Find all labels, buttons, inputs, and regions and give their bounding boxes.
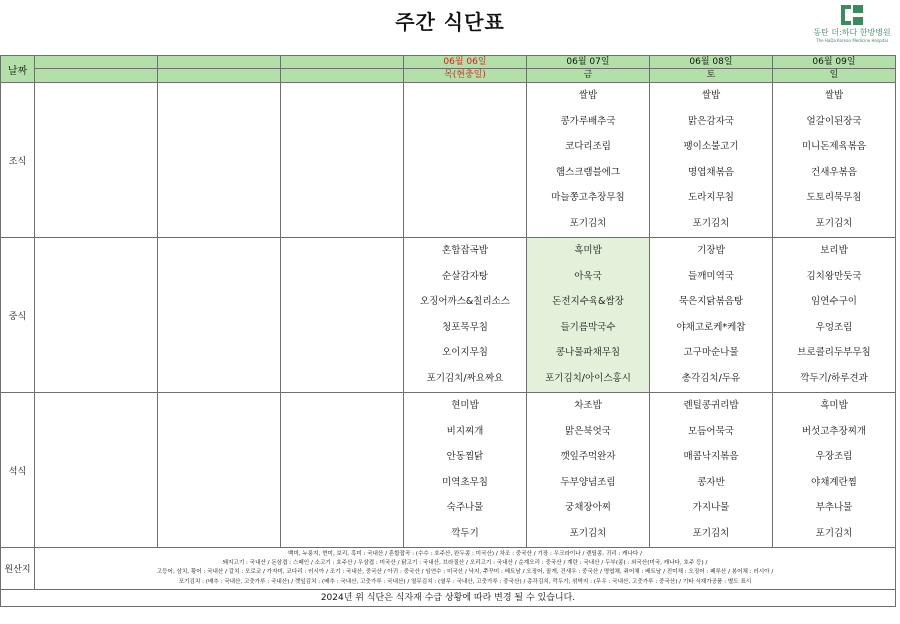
menu-item: 보리밥 bbox=[820, 245, 848, 256]
menu-cell bbox=[404, 83, 527, 238]
menu-item: 들기름막국수 bbox=[560, 321, 616, 333]
weekday: 금 bbox=[583, 70, 593, 80]
menu-cell bbox=[158, 393, 281, 548]
menu-item: 맑은감자국 bbox=[688, 115, 734, 127]
menu-item: 우엉조림 bbox=[815, 321, 853, 333]
menu-item: 버섯고추장찌개 bbox=[801, 425, 867, 437]
meal-label: 석식 bbox=[1, 393, 35, 548]
menu-item: 혼합잡곡밥 bbox=[442, 245, 488, 256]
menu-item: 포기김치 bbox=[692, 217, 730, 229]
menu-item: 깍두기/하루견과 bbox=[800, 372, 868, 384]
date: 06월 06일 bbox=[404, 56, 526, 69]
hospital-logo-icon bbox=[839, 4, 865, 26]
menu-item: 기장밥 bbox=[697, 245, 725, 256]
page-title: 주간 식단표 bbox=[395, 10, 505, 34]
menu-cell-highlighted bbox=[527, 238, 650, 393]
menu-item: 숙주나물 bbox=[446, 502, 484, 514]
date-column-header bbox=[35, 56, 158, 83]
meal-label: 중식 bbox=[1, 238, 35, 393]
date-column-header bbox=[527, 56, 650, 83]
menu-item: 야채계란찜 bbox=[811, 476, 857, 488]
menu-cell bbox=[281, 393, 404, 548]
weekday: 목(현충일) bbox=[444, 70, 486, 80]
menu-item: 안동찜닭 bbox=[446, 451, 484, 463]
menu-item: 깻잎주먹완자 bbox=[560, 451, 616, 463]
menu-item: 궁채장아찌 bbox=[565, 502, 611, 514]
date-label: 날짜 bbox=[1, 56, 35, 83]
date-column-header bbox=[650, 56, 773, 83]
origin-line: 고등어, 삼치, 황어 : 국내산 / 갈치 : 모로코 / 가자미, 코다리 : 러시아 / 조기 : 국내산, 중국산 / 아귀 : 중국산 / 임연수 : 미국산 / 낙지, 쭈꾸미 : 베트남 / 오징어, 꼴게, 건새우 : 중국산 / 명엽채, 쥐어채 : 베트남 / 진미채 : 오징어 : 페루산 / 봉어채 : 러시아 / bbox=[156, 569, 774, 576]
menu-cell bbox=[404, 238, 527, 393]
logo-subtitle: The HaDa Korean Medicine Hospital bbox=[816, 38, 888, 43]
menu-item: 포기김치 bbox=[569, 527, 607, 539]
menu-item: 야채고로케*케찹 bbox=[676, 321, 746, 333]
date-column-header bbox=[773, 56, 896, 83]
menu-item: 포기김치 bbox=[815, 527, 853, 539]
date-column-header bbox=[281, 56, 404, 83]
menu-item: 총각김치/두유 bbox=[681, 372, 741, 384]
menu-item: 콩자반 bbox=[697, 476, 725, 488]
menu-item: 포기김치/아이스홍시 bbox=[545, 372, 631, 384]
menu-item: 쌀밥 bbox=[578, 90, 598, 101]
date bbox=[281, 56, 403, 69]
menu-item: 순살감자탕 bbox=[442, 270, 488, 282]
menu-item: 청포묵무침 bbox=[442, 321, 488, 333]
menu-item: 흑미밥 bbox=[574, 245, 602, 256]
origin-cell bbox=[35, 548, 896, 590]
menu-item: 두부양념조림 bbox=[560, 476, 616, 488]
menu-item: 들깨미역국 bbox=[688, 270, 734, 282]
menu-cell bbox=[773, 83, 896, 238]
menu-cell bbox=[158, 238, 281, 393]
origin-text bbox=[35, 548, 895, 589]
menu-item: 건새우볶음 bbox=[811, 166, 857, 178]
menu-cell bbox=[773, 238, 896, 393]
menu-cell bbox=[404, 393, 527, 548]
menu-item: 명엽채볶음 bbox=[688, 166, 734, 178]
weekday bbox=[35, 69, 157, 82]
menu-item: 김치왕만둣국 bbox=[806, 270, 862, 282]
menu-item: 도라지무침 bbox=[688, 192, 734, 204]
weekday bbox=[158, 69, 280, 82]
weekday: 토 bbox=[706, 70, 716, 80]
date: 06월 08일 bbox=[650, 56, 772, 69]
menu-item: 코다리조림 bbox=[565, 141, 611, 153]
menu-item: 마늘쫑고추장무침 bbox=[551, 192, 625, 204]
hospital-logo bbox=[806, 4, 898, 43]
menu-item: 돈전지수육&쌈장 bbox=[552, 296, 624, 308]
date-header-row bbox=[1, 56, 896, 83]
menu-cell bbox=[650, 83, 773, 238]
origin-row bbox=[1, 548, 896, 590]
date bbox=[158, 56, 280, 69]
menu-cell bbox=[773, 393, 896, 548]
menu-item: 고구마순나물 bbox=[683, 347, 739, 359]
menu-item: 부추나물 bbox=[815, 502, 853, 514]
menu-item: 묵은지닭볶음탕 bbox=[678, 296, 744, 308]
origin-line: 백미, 누룽지, 현미, 보리, 흑미 : 국내산 / 혼합잡곡 : (수수 : 호주산, 완두콩 : 미국산) / 차조 : 중국산 / 기장 : 우크라이나 / 렌틸콩, 귀리 : 캐나다 / bbox=[288, 551, 642, 557]
menu-item: 햄스크램블에그 bbox=[555, 166, 621, 178]
menu-item: 브로콜리두부무침 bbox=[797, 347, 871, 359]
meal-row-breakfast bbox=[1, 83, 896, 238]
date-column-header bbox=[404, 56, 527, 83]
menu-item: 차조밥 bbox=[574, 400, 602, 411]
menu-item: 미역초무침 bbox=[442, 476, 488, 488]
menu-item: 아욱국 bbox=[574, 270, 602, 282]
date: 06월 09일 bbox=[773, 56, 895, 69]
menu-item: 깍두기 bbox=[451, 527, 479, 539]
date-column-header bbox=[158, 56, 281, 83]
origin-line: 돼지고기 : 국내산 / 돈삼겹 : 스페인 / 소고기 : 호주산 / 우삼겹 : 미국산 / 닭고기 : 국내산, 브라질산 / 오리고기 : 국내산 / 순계오리 : 중국산 / 계란 : 국내산 / 두부(콩) : 외국산(미국, 캐나다, 호주 등) / bbox=[222, 560, 708, 567]
menu-item: 쌀밥 bbox=[824, 90, 844, 101]
notice-row bbox=[1, 589, 896, 606]
weekday bbox=[281, 69, 403, 82]
menu-item: 포기김치 bbox=[692, 527, 730, 539]
menu-item: 가지나물 bbox=[692, 502, 730, 514]
origin-label: 원산지 bbox=[1, 548, 35, 590]
meal-row-dinner bbox=[1, 393, 896, 548]
menu-item: 비지찌개 bbox=[446, 425, 484, 437]
menu-item: 얼갈이된장국 bbox=[806, 115, 862, 127]
logo-name: 동탄 더:하다 한방병원 bbox=[813, 28, 891, 37]
menu-cell bbox=[35, 238, 158, 393]
menu-item: 쌀밥 bbox=[701, 90, 721, 101]
menu-cell bbox=[158, 83, 281, 238]
menu-item: 오이지무침 bbox=[442, 347, 488, 359]
origin-line: 포기김치 : (배추 : 국내산, 고춧가루 : 국내산) / 깻잎김치 : (배추 : 국내산, 고춧가루 : 국내산) / 열무김치 : (열무 : 국내산, 고춧가루 : 중국산) / 총각김치, 깍두기, 섞박지 : (무우 : 국내산, 고춧가루 : 중국산) / 기타 식재가공품 : 별도 표시 bbox=[178, 578, 752, 585]
notice-text: 2024년 위 식단은 식자재 수급 상황에 따라 변경 될 수 있습니다. bbox=[1, 589, 896, 606]
menu-cell bbox=[527, 393, 650, 548]
menu-cell bbox=[35, 393, 158, 548]
menu-cell bbox=[281, 238, 404, 393]
menu-item: 콩나물파채무침 bbox=[555, 347, 621, 359]
date bbox=[35, 56, 157, 69]
menu-cell bbox=[650, 238, 773, 393]
menu-cell bbox=[650, 393, 773, 548]
menu-cell bbox=[527, 83, 650, 238]
menu-item: 매콤낙지볶음 bbox=[683, 451, 739, 463]
menu-item: 미니돈제육볶음 bbox=[801, 141, 867, 153]
menu-cell bbox=[281, 83, 404, 238]
meal-label: 조식 bbox=[1, 83, 35, 238]
menu-item: 포기김치 bbox=[815, 217, 853, 229]
date: 06월 07일 bbox=[527, 56, 649, 69]
menu-cell bbox=[35, 83, 158, 238]
menu-item: 우장조림 bbox=[815, 451, 853, 463]
menu-item: 흑미밥 bbox=[820, 400, 848, 411]
menu-item: 콩가루배추국 bbox=[560, 115, 616, 127]
menu-item: 포기김치/짜요짜요 bbox=[426, 372, 504, 384]
menu-item: 팽이소불고기 bbox=[683, 141, 739, 153]
menu-item: 포기김치 bbox=[569, 217, 607, 229]
menu-item: 도토리묵무침 bbox=[806, 192, 862, 204]
menu-item: 렌틸콩귀리밥 bbox=[683, 400, 739, 411]
weekly-menu-table bbox=[0, 55, 896, 607]
menu-item: 현미밥 bbox=[451, 400, 479, 411]
menu-item: 모듬어묵국 bbox=[688, 425, 734, 437]
menu-item: 맑은북엇국 bbox=[565, 425, 611, 437]
menu-item: 임연수구이 bbox=[811, 296, 857, 308]
menu-item: 오징어까스&칠리소스 bbox=[419, 296, 510, 308]
meal-row-lunch bbox=[1, 238, 896, 393]
weekday: 일 bbox=[829, 70, 839, 80]
